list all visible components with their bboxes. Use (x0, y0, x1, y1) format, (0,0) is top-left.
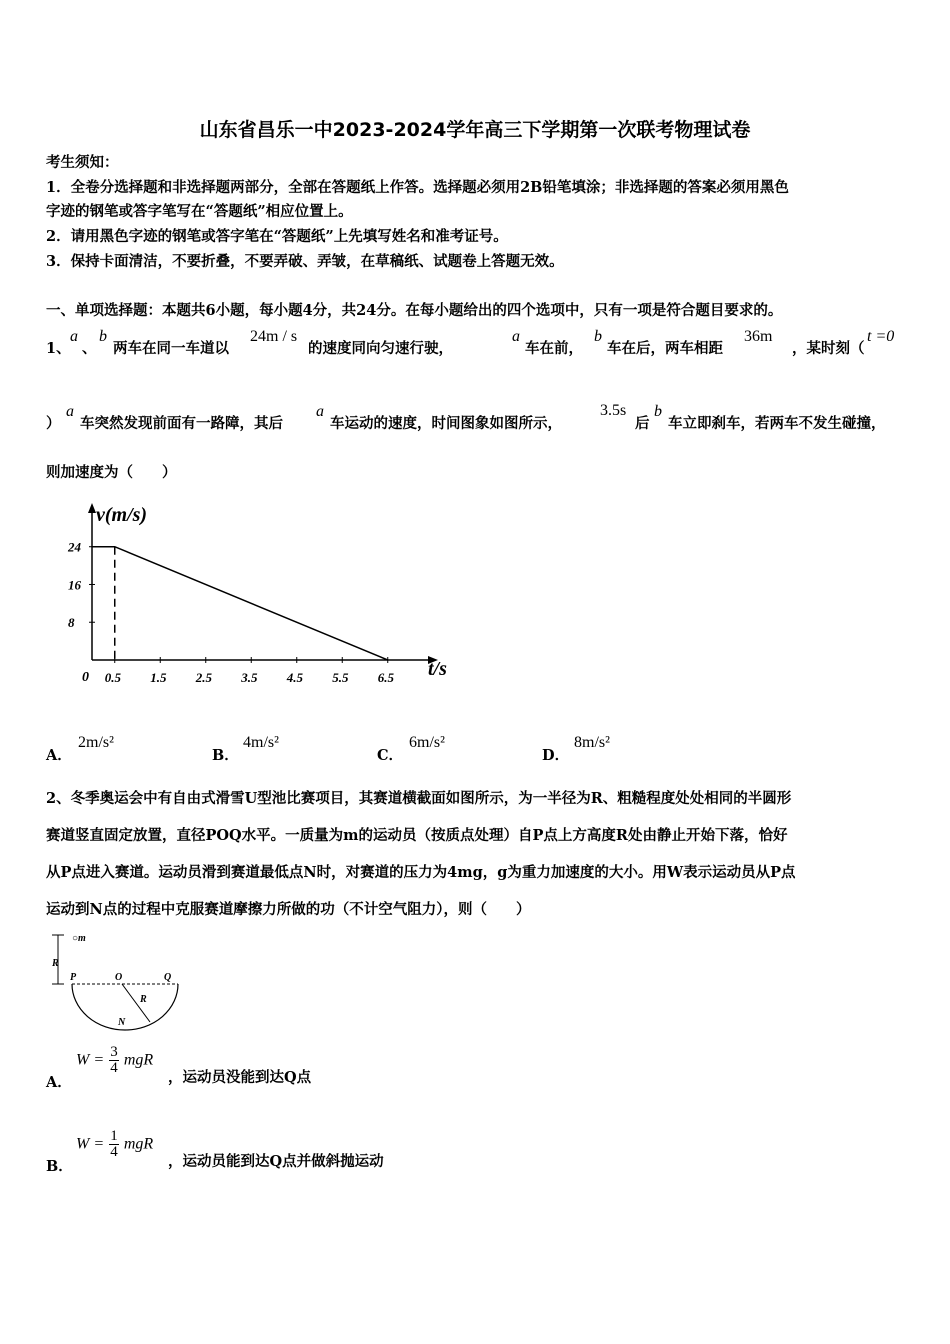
fig-point-q: Q (164, 972, 172, 983)
q1-sep: 、 (82, 340, 97, 357)
q1-text-2: 的速度同向匀速行驶， (308, 340, 453, 357)
notice-line-1a: 1．全卷分选择题和非选择题两部分，全部在答题纸上作答。选择题必须用2B铅笔填涂；非选择题的答案必须用黑色 (46, 179, 789, 196)
q2-option-a-label: A． (46, 1074, 72, 1091)
graph-origin: 0 (82, 670, 89, 685)
q2-option-b-lhs: W = (76, 1135, 105, 1153)
q1-text-10: 车立即刹车，若两车不发生碰撞， (668, 415, 886, 432)
notice-line-2: 2．请用黑色字迹的钢笔或答字笔在“答题纸”上先填写姓名和准考证号。 (46, 228, 508, 245)
q1-option-c-value: 6m/s² (409, 734, 445, 751)
q2-option-a-lhs: W = (76, 1051, 105, 1069)
q1-text-5: ，某时刻（ (792, 340, 865, 357)
q1-distance: 36m (744, 328, 773, 345)
q1-text-11: 则加速度为（ ） (46, 464, 177, 481)
q1-var-a: a (70, 328, 78, 345)
notice-line-1b: 字迹的钢笔或答字笔写在“答题纸”相应位置上。 (46, 203, 353, 220)
y-tick-label: 24 (68, 539, 81, 555)
q1-var-b2: b (594, 328, 602, 345)
y-tick-label: 8 (68, 615, 75, 631)
q1-var-a2: a (512, 328, 520, 345)
q1-option-d-value: 8m/s² (574, 734, 610, 751)
q2-option-a-denominator: 4 (110, 1060, 118, 1076)
q2-option-b-formula (76, 1129, 153, 1160)
q1-time-zero: t =0 (867, 328, 895, 345)
y-tick-label: 16 (68, 577, 81, 593)
x-tick-label: 4.5 (286, 670, 303, 685)
fig-mass-label: ○m (72, 933, 86, 944)
q2-line-3: 从P点进入赛道。运动员滑到赛道最低点N时，对赛道的压力为4mg，g为重力加速度的大小。用W表示运动员从P点 (46, 864, 796, 881)
graph-marks (92, 547, 388, 660)
q1-text-9: 后 (635, 415, 650, 432)
q1-option-d-label: D． (542, 747, 570, 764)
notice-line-3: 3．保持卡面清洁，不要折叠，不要弄破、弄皱，在草稿纸、试题卷上答题无效。 (46, 253, 564, 270)
fig-radius-label: R (140, 994, 147, 1005)
x-tick-label: 6.5 (377, 670, 394, 685)
q2-option-b-numerator: 1 (110, 1128, 118, 1144)
fig-height-label: R (52, 958, 59, 969)
x-tick-label: 1.5 (150, 670, 167, 685)
velocity-series-line (92, 547, 388, 660)
q1-text-4: 车在后，两车相距 (607, 340, 723, 357)
page-title: 山东省昌乐一中2023-2024学年高三下学期第一次联考物理试卷 (199, 119, 751, 141)
fig-point-o: O (115, 972, 123, 983)
q2-option-b-rhs: mgR (123, 1135, 154, 1153)
q1-option-c-label: C． (377, 747, 404, 764)
q1-time-35: 3.5s (600, 402, 627, 419)
q1-var-b: b (99, 328, 107, 345)
q1-text-8: 车运动的速度，时间图象如图所示， (330, 415, 562, 432)
q1-text-7: 车突然发现前面有一路障，其后 (80, 415, 283, 432)
q2-option-b-denominator: 4 (110, 1144, 118, 1160)
fig-point-n: N (118, 1017, 126, 1028)
q1-option-b-value: 4m/s² (243, 734, 279, 751)
q1-option-a-value: 2m/s² (78, 734, 114, 751)
q2-option-b-label: B． (46, 1158, 73, 1175)
q1-var-a3: a (66, 403, 74, 420)
x-tick-label: 3.5 (241, 670, 258, 685)
q2-option-a-formula (76, 1045, 153, 1076)
q1-speed: 24m / s (250, 328, 298, 345)
q1-var-b3: b (654, 403, 662, 420)
fig-point-p: P (70, 972, 77, 983)
halfpipe-figure (44, 930, 194, 1035)
notice-heading: 考生须知： (46, 154, 119, 171)
q1-text-6: ） (46, 415, 61, 432)
q2-line-2: 赛道竖直固定放置，直径POQ水平。一质量为m的运动员（按质点处理）自P点上方高度R处由静止开始下落，恰好 (46, 827, 788, 844)
q1-number: 1、 (46, 340, 71, 357)
q1-text-3: 车在前， (525, 340, 583, 357)
q2-option-b-text: ，运动员能到达Q点并做斜抛运动 (168, 1153, 384, 1170)
q2-line-4: 运动到N点的过程中克服赛道摩擦力所做的功（不计空气阻力），则（ ） (46, 901, 531, 918)
q1-text-1: 两车在同一车道以 (113, 340, 229, 357)
section-heading: 一、单项选择题：本题共6小题，每小题4分，共24分。在每小题给出的四个选项中，只有一项是符合题目要求的。 (46, 302, 783, 319)
graph-x-label: t/s (428, 658, 447, 680)
q2-option-a-text: ，运动员没能到达Q点 (168, 1069, 312, 1086)
x-tick-label: 2.5 (195, 670, 212, 685)
vt-graph (60, 495, 480, 695)
q2-line-1: 2、冬季奥运会中有自由式滑雪U型池比赛项目，其赛道横截面如图所示，为一半径为R、粗糙程度处处相同的半圆形 (46, 790, 792, 807)
q1-var-a4: a (316, 403, 324, 420)
x-tick-label: 5.5 (332, 670, 349, 685)
q1-option-b-label: B． (212, 747, 239, 764)
x-tick-label: 0.5 (104, 670, 121, 685)
q1-option-a-label: A． (46, 747, 72, 764)
q2-option-a-numerator: 3 (110, 1044, 118, 1060)
graph-y-label: v(m/s) (96, 504, 148, 526)
q2-option-a-rhs: mgR (123, 1051, 154, 1069)
y-axis-arrow (88, 503, 96, 513)
